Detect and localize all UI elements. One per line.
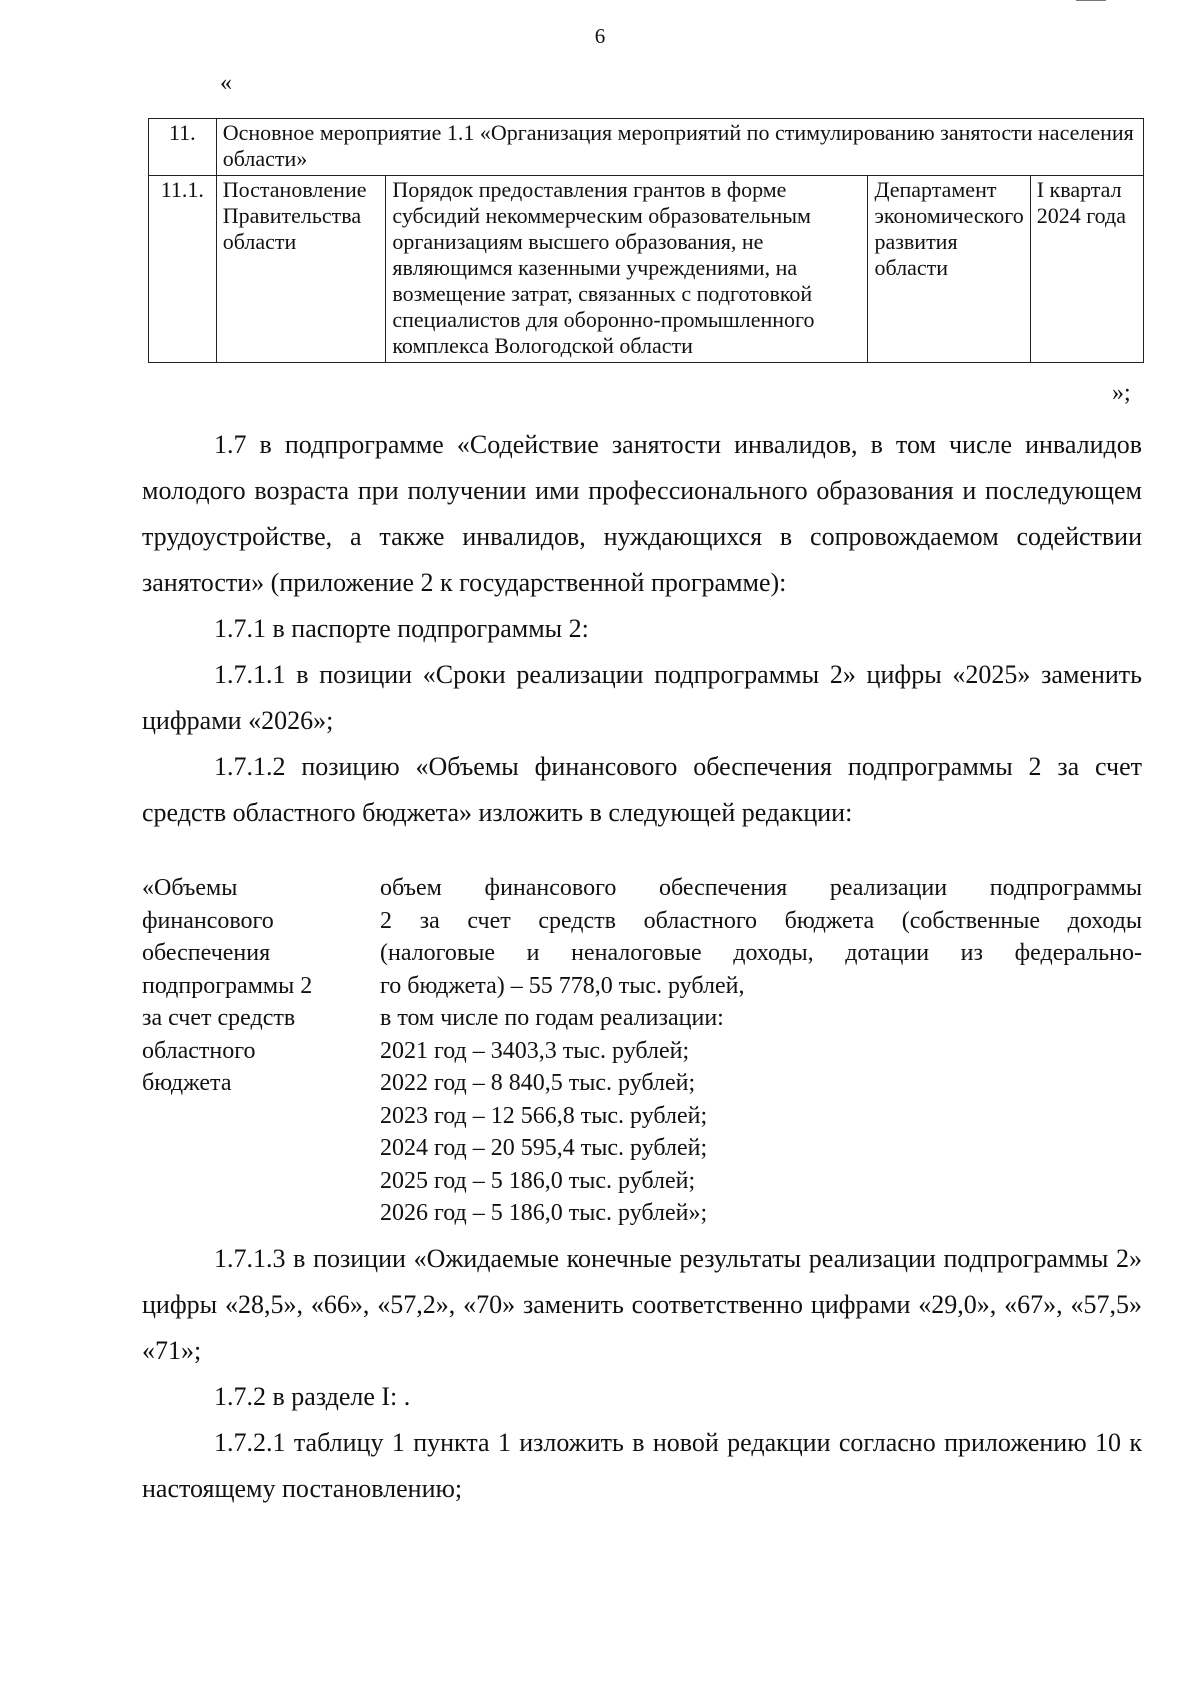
paragraph-1-7-2: 1.7.2 в разделе I: . xyxy=(214,1382,411,1411)
finance-label xyxy=(142,872,380,1230)
finance-intro-line: (налоговые и неналоговые доходы, дотации из федерально- xyxy=(380,940,1142,966)
table-row-sub-measure xyxy=(149,176,1144,363)
text-section-2 xyxy=(142,1236,1142,1512)
finance-label-line: подпрограммы 2 xyxy=(142,972,313,999)
finance-label-line: за счет средств xyxy=(142,1005,296,1031)
finance-label-line: областного xyxy=(142,1037,256,1064)
deadline-cell: I квартал 2024 года xyxy=(1030,176,1143,363)
finance-intro-line: объем финансового обеспечения реализации подпрограммы xyxy=(380,875,1142,901)
paragraph-1-7-1-2: 1.7.1.2 позицию «Объемы финансового обеспечения подпрограммы 2 за счет средств областного бюджета» изложить в следующей редакции: xyxy=(142,752,1142,827)
finance-year-line: 2026 год – 5 186,0 тыс. рублей»; xyxy=(380,1200,708,1226)
finance-label-line: финансового xyxy=(142,907,274,934)
paragraph-1-7-1-3: 1.7.1.3 в позиции «Ожидаемые конечные результаты реализации подпрограммы 2» цифры «28,5», «66», «57,2», «70» заменить соответственно цифрами «29,0», «67», «57,5» «71»; xyxy=(142,1244,1142,1365)
finance-label-line: обеспечения xyxy=(142,940,271,966)
margin-mark xyxy=(1076,0,1106,3)
main-measure-title: Основное мероприятие 1.1 «Организация мероприятий по стимулированию занятости населения области» xyxy=(216,119,1143,176)
paragraph-1-7: 1.7 в подпрограмме «Содействие занятости инвалидов, в том числе инвалидов молодого возраста при получении ими профессионального образования и последующем трудоустройстве, а также инвалидов, нуждающихся в сопровождаемом содействии занятости» (приложение 2 к государственной программе): xyxy=(142,430,1142,597)
finance-passport-block xyxy=(142,872,1142,1230)
paragraph-1-7-1-1: 1.7.1.1 в позиции «Сроки реализации подпрограммы 2» цифры «2025» заменить цифрами «2026»; xyxy=(142,660,1142,735)
text-section-1 xyxy=(142,422,1142,836)
finance-by-years: в том числе по годам реализации: xyxy=(380,1005,724,1031)
table-row-main-measure xyxy=(149,119,1144,176)
row-number: 11.1. xyxy=(149,176,217,363)
table-open-quote: « xyxy=(220,70,232,96)
executor-cell: Департамент экономического развития области xyxy=(868,176,1030,363)
row-number: 11. xyxy=(149,119,217,176)
paragraph-1-7-1: 1.7.1 в паспорте подпрограммы 2: xyxy=(214,614,589,643)
finance-intro-line: го бюджета) – 55 778,0 тыс. рублей, xyxy=(380,972,745,999)
finance-year-line: 2022 год – 8 840,5 тыс. рублей; xyxy=(380,1070,696,1096)
finance-value xyxy=(380,872,1142,1230)
document-type-cell: Постановление Правительства области xyxy=(216,176,386,363)
finance-intro-line: 2 за счет средств областного бюджета (собственные доходы xyxy=(380,907,1142,934)
finance-label-line: «Объемы xyxy=(142,875,238,901)
finance-year-line: 2023 год – 12 566,8 тыс. рублей; xyxy=(380,1102,708,1129)
measures-table xyxy=(148,118,1144,363)
paragraph-1-7-2-1: 1.7.2.1 таблицу 1 пункта 1 изложить в новой редакции согласно приложению 10 к настоящему постановлению; xyxy=(142,1428,1142,1503)
finance-year-line: 2024 год – 20 595,4 тыс. рублей; xyxy=(380,1135,708,1161)
finance-year-line: 2025 год – 5 186,0 тыс. рублей; xyxy=(380,1167,696,1194)
finance-year-line: 2021 год – 3403,3 тыс. рублей; xyxy=(380,1037,690,1064)
table-close-quote: »; xyxy=(1112,380,1131,406)
finance-label-line: бюджета xyxy=(142,1070,232,1096)
document-subject-cell: Порядок предоставления грантов в форме субсидий некоммерческим образовательным организациям высшего образования, не являющимся казенными учреждениями, на возмещение затрат, связанных с подготовкой специалистов для оборонно-промышленного комплекса Вологодской области xyxy=(386,176,868,363)
page-number: 6 xyxy=(594,24,606,48)
